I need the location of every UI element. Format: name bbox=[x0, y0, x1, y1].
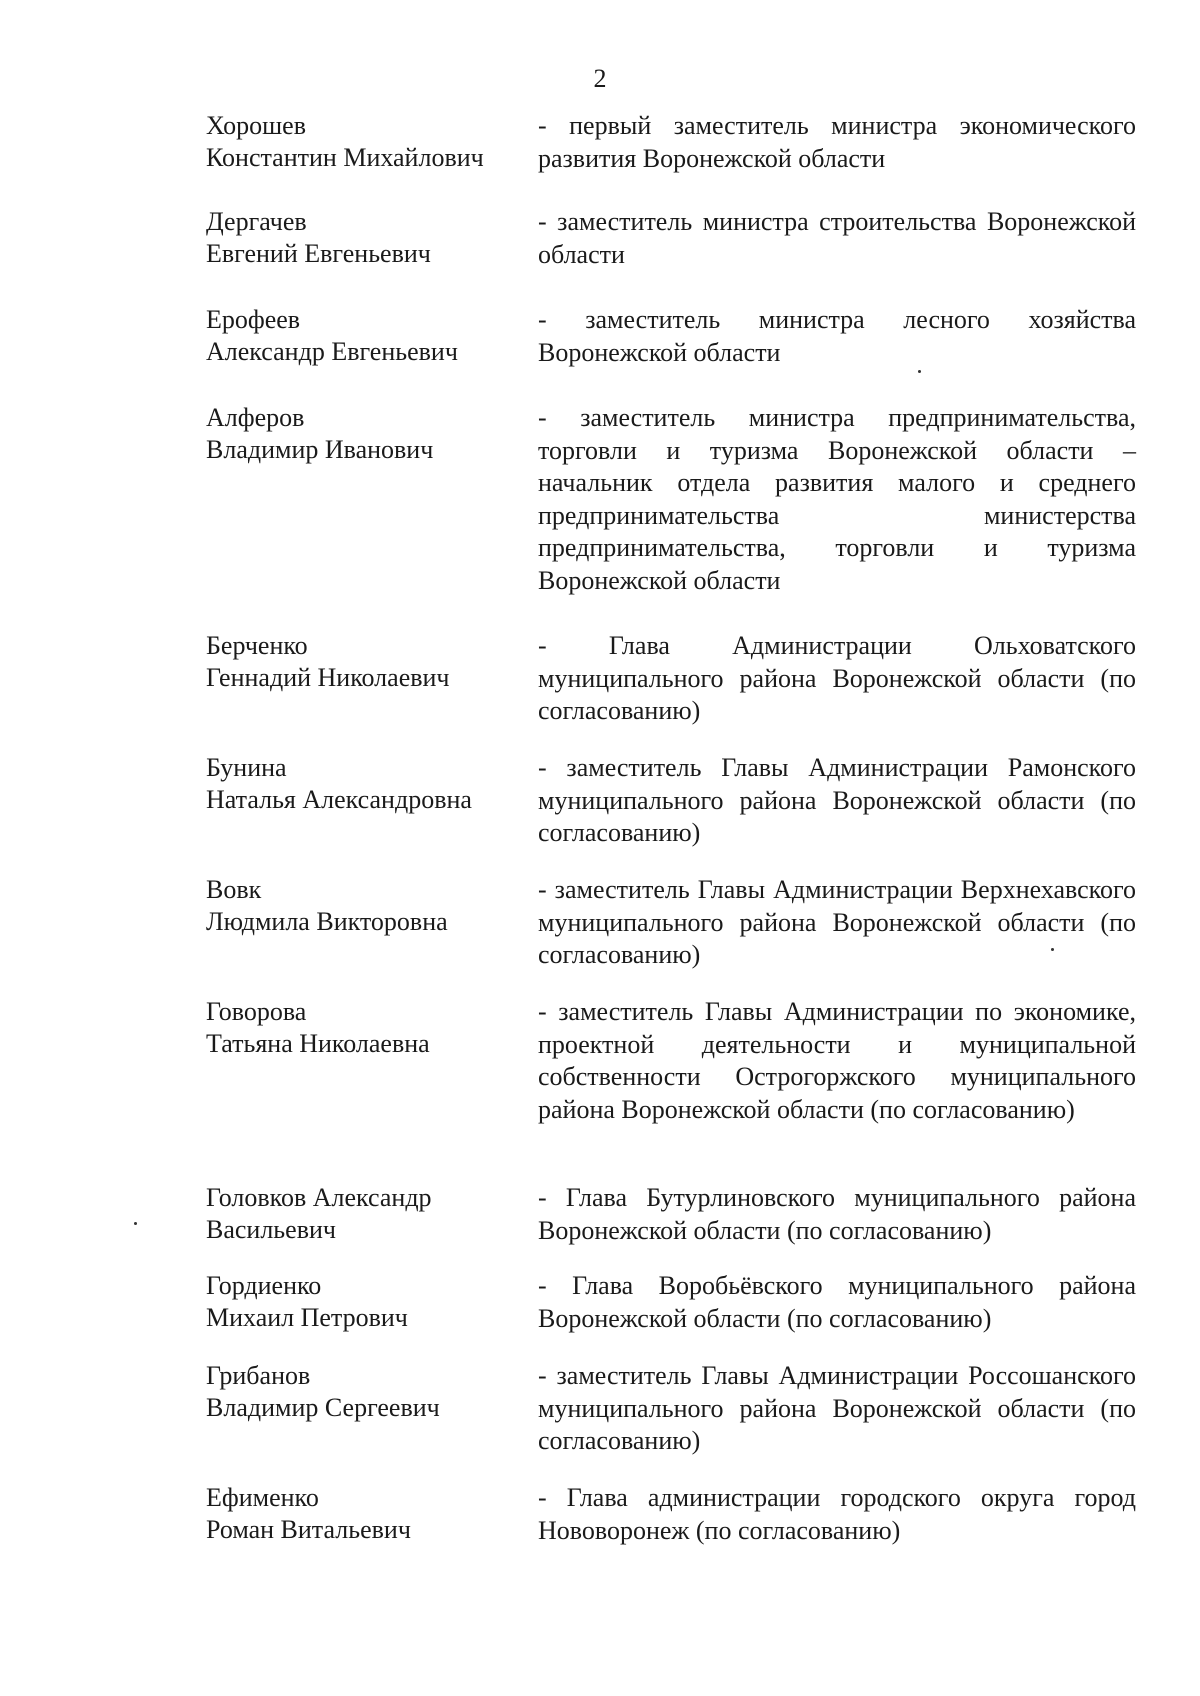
member-position: - первый заместитель министра экономического развития Воронежской области bbox=[538, 111, 1136, 173]
member-name bbox=[206, 752, 526, 816]
member-given-names: Геннадий Николаевич bbox=[206, 663, 450, 692]
member-name bbox=[206, 206, 526, 270]
member-surname: Грибанов bbox=[206, 1361, 311, 1390]
member-surname: Гордиенко bbox=[206, 1271, 322, 1300]
member-surname: Дергачев bbox=[206, 207, 307, 236]
member-name bbox=[206, 1270, 526, 1334]
member-surname: Говорова bbox=[206, 997, 307, 1026]
member-name bbox=[206, 996, 526, 1060]
member-surname: Хорошев bbox=[206, 111, 306, 140]
member-surname: Ерофеев bbox=[206, 305, 301, 334]
member-position: - заместитель министра строительства Воронежской области bbox=[538, 207, 1136, 269]
member-position: - заместитель Главы Администрации Верхнехавского муниципального района Воронежской области (по согласованию) bbox=[538, 875, 1136, 969]
member-name bbox=[206, 304, 526, 368]
member-surname: Вовк bbox=[206, 875, 262, 904]
member-name bbox=[206, 1182, 526, 1246]
member-name bbox=[206, 110, 526, 174]
member-name bbox=[206, 630, 526, 694]
member-position: - Глава администрации городского округа город Нововоронеж (по согласованию) bbox=[538, 1483, 1136, 1545]
page-number: 2 bbox=[593, 64, 607, 93]
member-given-names: Константин Михайлович bbox=[206, 143, 484, 172]
scan-speck bbox=[918, 370, 921, 373]
member-surname: Ефименко bbox=[206, 1483, 319, 1512]
member-surname: Берченко bbox=[206, 631, 308, 660]
member-given-names: Евгений Евгеньевич bbox=[206, 239, 431, 268]
member-position: - Глава Бутурлиновского муниципального района Воронежской области (по согласованию) bbox=[538, 1183, 1136, 1245]
member-surname: Головков Александр bbox=[206, 1183, 432, 1212]
member-given-names: Владимир Сергеевич bbox=[206, 1393, 440, 1422]
member-given-names: Михаил Петрович bbox=[206, 1303, 408, 1332]
member-name bbox=[206, 1360, 526, 1424]
member-given-names: Александр Евгеньевич bbox=[206, 337, 458, 366]
member-position: - заместитель министра лесного хозяйства Воронежской области bbox=[538, 305, 1136, 367]
member-position: - заместитель Главы Администрации Рамонского муниципального района Воронежской области (по согласованию) bbox=[538, 753, 1136, 847]
member-name bbox=[206, 1482, 526, 1546]
member-surname: Алферов bbox=[206, 403, 305, 432]
member-name bbox=[206, 402, 526, 466]
member-position: - Глава Воробьёвского муниципального района Воронежской области (по согласованию) bbox=[538, 1271, 1136, 1333]
member-surname: Бунина bbox=[206, 753, 287, 782]
scan-speck bbox=[134, 1222, 137, 1225]
member-given-names: Татьяна Николаевна bbox=[206, 1029, 430, 1058]
member-given-names: Людмила Викторовна bbox=[206, 907, 448, 936]
member-given-names: Наталья Александровна bbox=[206, 785, 472, 814]
member-position: - заместитель Главы Администрации по экономике, проектной деятельности и муниципальной собственности Острогоржского муниципального района Воронежской области (по согласованию) bbox=[538, 997, 1136, 1124]
member-position: - Глава Администрации Ольховатского муниципального района Воронежской области (по согласованию) bbox=[538, 631, 1136, 725]
member-given-names: Владимир Иванович bbox=[206, 435, 434, 464]
member-position: - заместитель министра предпринимательства, торговли и туризма Воронежской области – начальник отдела развития малого и среднего предпринимательства министерства предпринимательства, торговли и туризма Воронежской области bbox=[538, 403, 1136, 595]
scan-speck bbox=[1051, 948, 1054, 951]
member-position: - заместитель Главы Администрации Россошанского муниципального района Воронежской области (по согласованию) bbox=[538, 1361, 1136, 1455]
member-given-names: Роман Витальевич bbox=[206, 1515, 411, 1544]
member-name bbox=[206, 874, 526, 938]
member-given-names: Васильевич bbox=[206, 1215, 336, 1244]
